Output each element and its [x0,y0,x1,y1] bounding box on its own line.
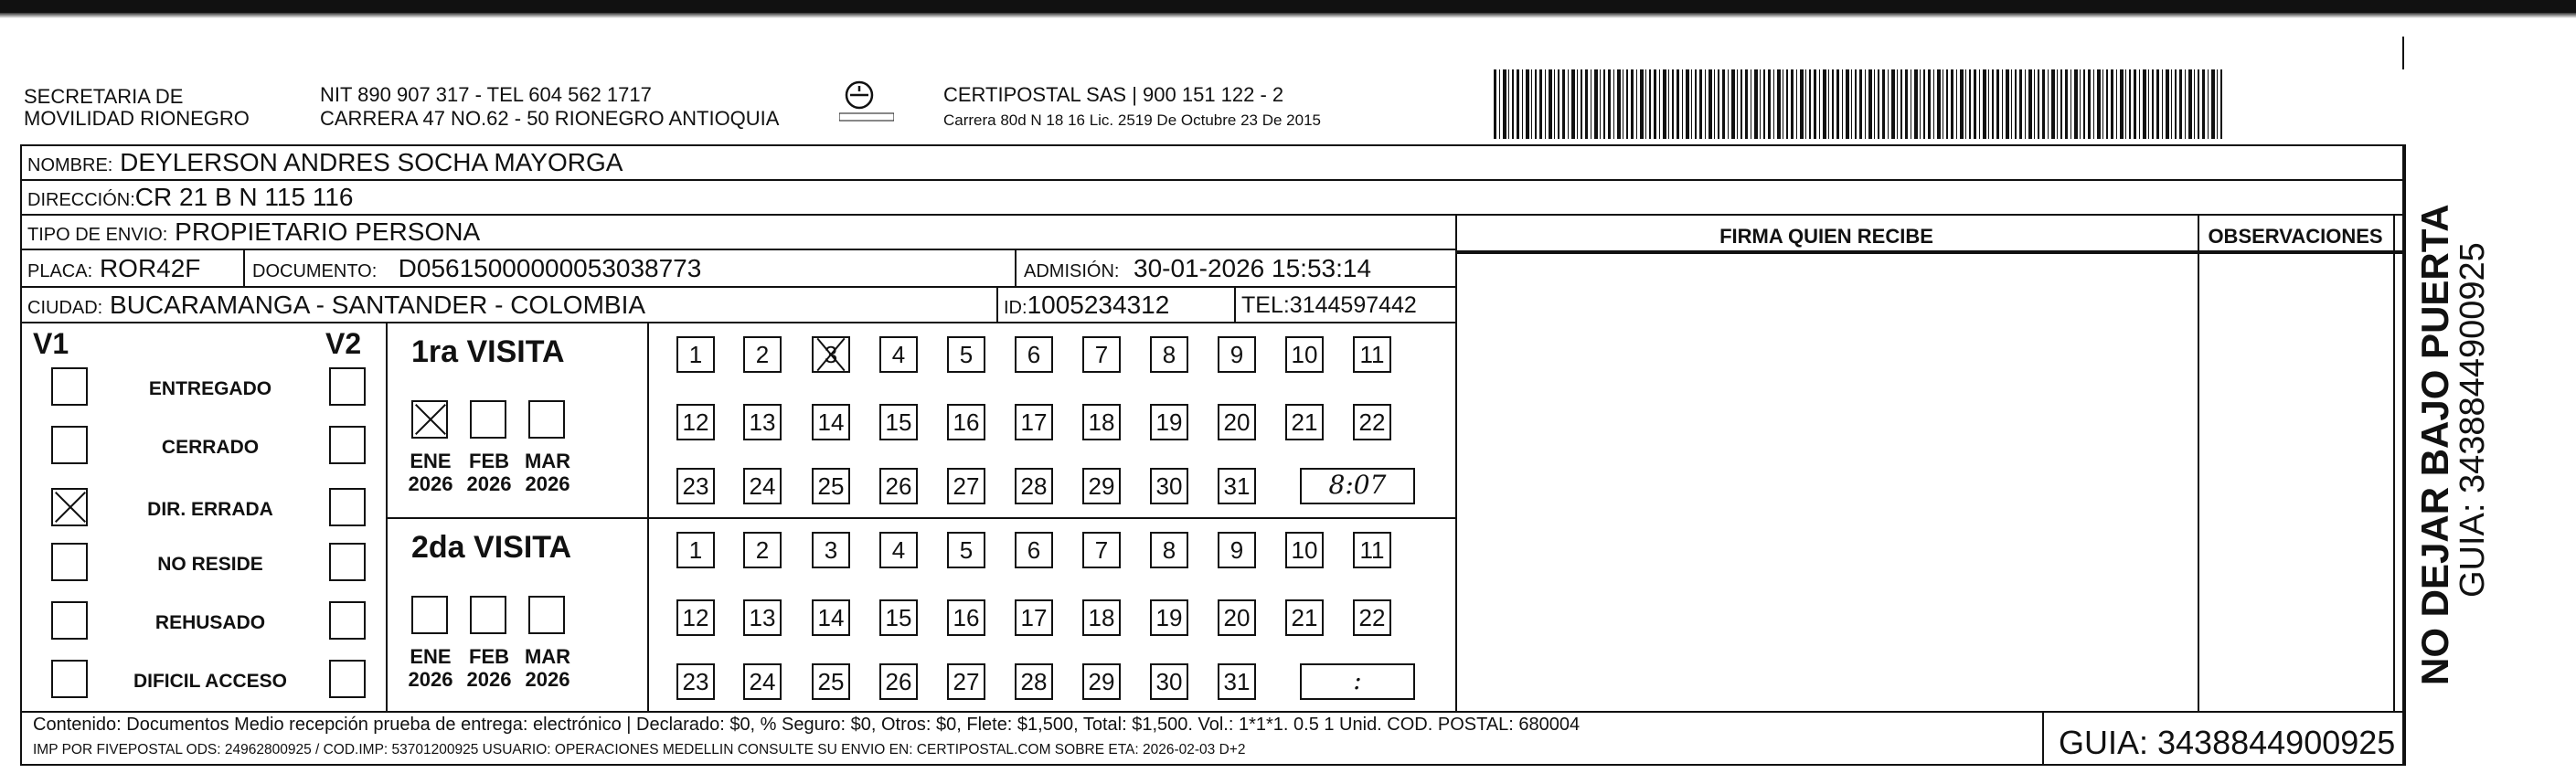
admision-row [1024,254,1371,286]
month-year: 2026 [525,472,570,495]
day-box[interactable]: 22 [1353,404,1391,440]
observaciones-header: OBSERVACIONES [2208,225,2383,248]
v1-checkbox[interactable] [51,660,88,698]
nombre-label: NOMBRE: [27,155,113,175]
day-box[interactable]: 31 [1218,663,1256,700]
day-box[interactable]: 23 [676,468,715,504]
v2-label: V2 [325,327,362,360]
month-name: FEB [469,450,509,472]
v2-checkbox[interactable] [329,543,366,581]
month-label [399,450,463,495]
day-box[interactable]: 12 [676,599,715,636]
day-box[interactable]: 16 [947,599,985,636]
month-name: ENE [410,645,452,668]
month-checkbox[interactable] [411,400,448,439]
day-box[interactable]: 29 [1082,663,1121,700]
day-box[interactable]: 8 [1150,532,1188,568]
months-divider [647,322,649,711]
day-box[interactable]: 20 [1218,404,1256,440]
scan-edge-top [0,0,2576,13]
month-year: 2026 [466,668,512,691]
tel-value: 3144597442 [1289,292,1417,318]
day-box[interactable]: 4 [879,336,918,373]
day-box[interactable]: 5 [947,532,985,568]
month-name: MAR [524,450,571,472]
day-box[interactable]: 3 [812,336,850,373]
day-box[interactable]: 20 [1218,599,1256,636]
day-box[interactable]: 17 [1015,599,1053,636]
direccion-row [27,183,353,215]
month-year: 2026 [466,472,512,495]
v1-checkbox[interactable] [51,543,88,581]
documento-row [252,254,701,286]
scan-edge-shadow [0,13,2576,18]
day-box[interactable]: 18 [1082,404,1121,440]
footer-guia-divider [2042,711,2044,766]
day-box[interactable]: 16 [947,404,985,440]
v1-checkbox[interactable] [51,367,88,406]
day-box[interactable]: 25 [812,663,850,700]
day-box[interactable]: 31 [1218,468,1256,504]
day-box[interactable]: 11 [1353,532,1391,568]
day-box[interactable]: 6 [1015,336,1053,373]
visit-time-field[interactable]: 8:07 [1300,468,1415,504]
month-year: 2026 [408,472,453,495]
status-label: DIR. ERRADA [147,499,273,520]
visit-title: 1ra VISITA [411,334,565,369]
status-label: DIFICIL ACCESO [133,671,287,692]
v2-checkbox[interactable] [329,367,366,406]
visit-divider [386,517,1455,519]
day-box[interactable]: 9 [1218,336,1256,373]
day-box[interactable]: 26 [879,468,918,504]
month-checkbox[interactable] [470,400,506,439]
day-box[interactable]: 14 [812,404,850,440]
admision-divider [1015,249,1017,286]
v2-checkbox[interactable] [329,601,366,640]
day-box[interactable]: 13 [743,599,782,636]
documento-value: D05615000000053038773 [398,254,702,282]
firma-header: FIRMA QUIEN RECIBE [1719,225,1933,248]
right-edge [2404,144,2406,766]
day-box[interactable]: 2 [743,532,782,568]
month-name: MAR [524,645,571,668]
day-box[interactable]: 2 [743,336,782,373]
status-label: CERRADO [161,437,260,458]
id-divider [996,286,998,322]
direccion-label: DIRECCIÓN: [27,190,135,210]
v2-checkbox[interactable] [329,660,366,698]
day-box[interactable]: 19 [1150,599,1188,636]
barcode [1494,69,2225,139]
day-box[interactable]: 8 [1150,336,1188,373]
v1-checkbox[interactable] [51,601,88,640]
day-box[interactable]: 17 [1015,404,1053,440]
day-box[interactable]: 28 [1015,663,1053,700]
org-line-2: MOVILIDAD RIONEGRO [24,107,250,130]
day-box[interactable]: 9 [1218,532,1256,568]
day-box[interactable]: 14 [812,599,850,636]
day-box[interactable]: 4 [879,532,918,568]
placa-value: ROR42F [99,254,201,282]
day-box[interactable]: 1 [676,336,715,373]
tipo-label: TIPO DE ENVIO: [27,225,168,245]
day-box[interactable]: 3 [812,532,850,568]
day-box[interactable]: 21 [1285,404,1324,440]
tel-label: TEL: [1241,292,1290,318]
day-box[interactable]: 15 [879,404,918,440]
certipostal-logo-icon [839,79,894,126]
v2-checkbox[interactable] [329,426,366,464]
observaciones-column-right [2393,214,2395,711]
ciudad-value: BUCARAMANGA - SANTANDER - COLOMBIA [110,291,646,319]
month-name: ENE [410,450,452,472]
side-guia: GUIA: 3438844900925 [2454,242,2492,598]
row-divider-2 [20,214,2404,216]
footer-imp-line: IMP POR FIVEPOSTAL ODS: 24962800925 / COD.IMP: 53701200925 USUARIO: OPERACIONES MEDELLIN CONSULTE SU ENVIO EN: CERTIPOSTAL.COM SOBRE ETA: 2026-02-03 D+2 [33,742,1246,758]
nit-line-1: NIT 890 907 317 - TEL 604 562 1717 [320,83,652,106]
ciudad-row [27,291,645,323]
v1-checkbox[interactable] [51,488,88,526]
company-line-1: CERTIPOSTAL SAS | 900 151 122 - 2 [943,83,1284,106]
direccion-value: CR 21 B N 115 116 [134,183,354,211]
tel-row [1241,291,1417,320]
id-label: ID: [1004,298,1027,318]
admision-label: ADMISIÓN: [1024,261,1120,281]
month-name: FEB [469,645,509,668]
visit-time-field[interactable]: : [1300,663,1415,700]
day-box[interactable]: 26 [879,663,918,700]
nombre-value: DEYLERSON ANDRES SOCHA MAYORGA [120,148,623,176]
placa-divider [243,249,245,286]
status-label: ENTREGADO [148,378,272,399]
admision-value: 30-01-2026 15:53:14 [1134,254,1372,282]
month-checkbox[interactable] [470,596,506,634]
firma-column-left [1455,214,1457,711]
footer-content-line: Contenido: Documentos Medio recepción prueba de entrega: electrónico | Declarado: $0, % Seguro: $0, Otros: $0, Flete: $1,500, Total: $1,500. Vol.: 1*1*1. 0.5 1 Unid. COD. POSTAL: 680004 [33,715,1581,735]
visit-title: 2da VISITA [411,530,572,565]
day-box[interactable]: 19 [1150,404,1188,440]
day-box[interactable]: 7 [1082,336,1121,373]
footer-guia: GUIA: 3438844900925 [2059,724,2396,761]
day-box[interactable]: 23 [676,663,715,700]
day-box[interactable]: 7 [1082,532,1121,568]
day-box[interactable]: 27 [947,663,985,700]
status-label: NO RESIDE [157,554,263,575]
header-rule [1455,251,2393,253]
day-box[interactable]: 25 [812,468,850,504]
day-box[interactable]: 24 [743,663,782,700]
tipo-row [27,217,480,249]
tel-divider [1234,286,1236,322]
v1-label: V1 [33,327,69,360]
day-box[interactable]: 10 [1285,336,1324,373]
month-checkbox[interactable] [528,400,565,439]
month-label [516,450,580,495]
tipo-value: PROPIETARIO PERSONA [175,217,481,246]
placa-row [27,254,200,286]
month-label [399,645,463,691]
day-box[interactable]: 29 [1082,468,1121,504]
day-box[interactable]: 5 [947,336,985,373]
day-box[interactable]: 12 [676,404,715,440]
id-value: 1005234312 [1027,291,1170,319]
v1-checkbox[interactable] [51,426,88,464]
placa-label: PLACA: [27,261,93,281]
day-box[interactable]: 18 [1082,599,1121,636]
edge-mark [2402,37,2404,69]
day-box[interactable]: 13 [743,404,782,440]
day-box[interactable]: 1 [676,532,715,568]
month-year: 2026 [408,668,453,691]
day-box[interactable]: 30 [1150,663,1188,700]
day-box[interactable]: 28 [1015,468,1053,504]
day-box[interactable]: 22 [1353,599,1391,636]
day-box[interactable]: 15 [879,599,918,636]
day-box[interactable]: 30 [1150,468,1188,504]
row-divider-4 [20,286,1455,288]
month-checkbox[interactable] [411,596,448,634]
day-box[interactable]: 6 [1015,532,1053,568]
v2-checkbox[interactable] [329,488,366,526]
observaciones-column-left [2198,214,2199,711]
day-box[interactable]: 10 [1285,532,1324,568]
status-label: REHUSADO [154,612,266,633]
month-year: 2026 [525,668,570,691]
footer-divider [20,711,2404,713]
day-box[interactable]: 27 [947,468,985,504]
month-checkbox[interactable] [528,596,565,634]
nit-line-2: CARRERA 47 NO.62 - 50 RIONEGRO ANTIOQUIA [320,107,780,130]
month-label [457,645,521,691]
day-box[interactable]: 21 [1285,599,1324,636]
nombre-row [27,148,623,180]
id-row [1004,291,1169,323]
status-divider [386,322,388,711]
day-box[interactable]: 24 [743,468,782,504]
month-label [457,450,521,495]
month-label [516,645,580,691]
company-line-2: Carrera 80d N 18 16 Lic. 2519 De Octubre 23 De 2015 [943,111,1321,129]
side-warning: NO DEJAR BAJO PUERTA [2413,204,2456,685]
ciudad-label: CIUDAD: [27,298,103,318]
day-box[interactable]: 11 [1353,336,1391,373]
org-line-1: SECRETARIA DE [24,85,184,108]
documento-label: DOCUMENTO: [252,261,378,281]
